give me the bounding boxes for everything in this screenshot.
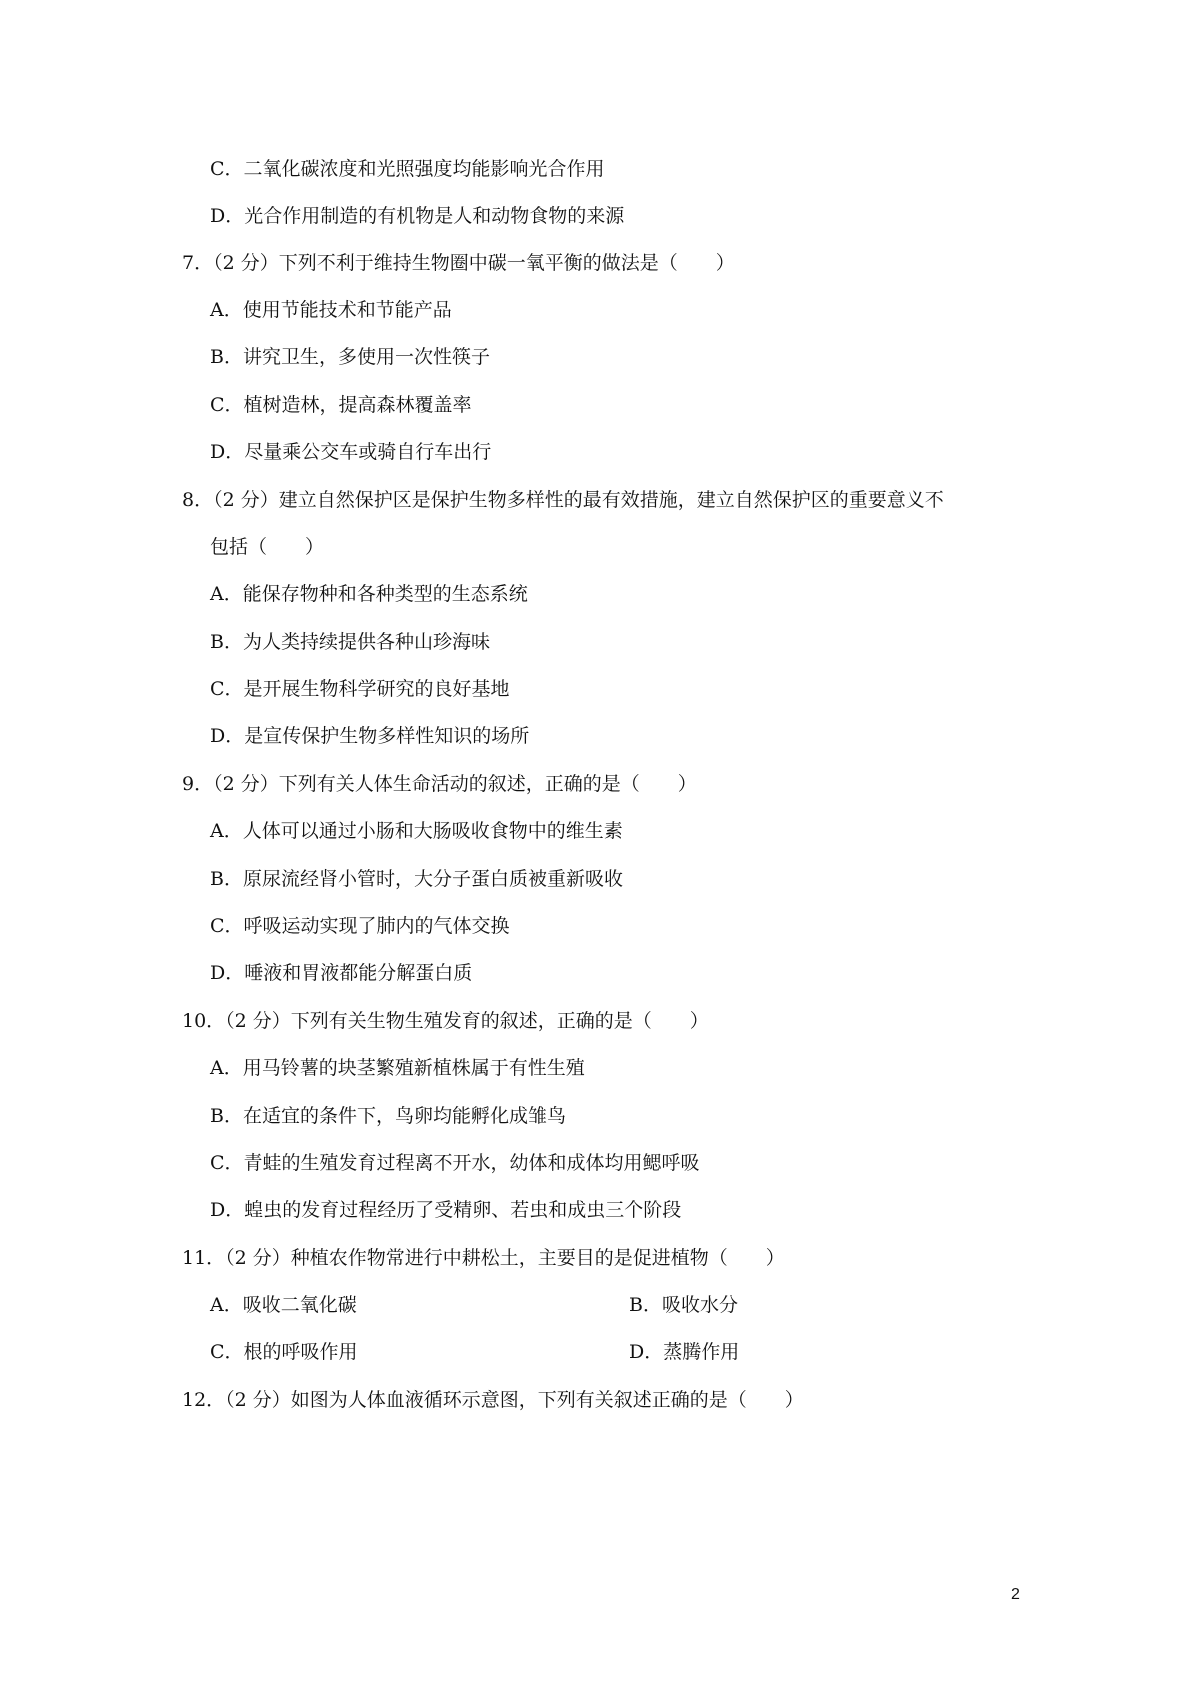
- question-7-stem: 7．（2 分）下列不利于维持生物圈中碳一氧平衡的做法是（ ）: [182, 252, 735, 274]
- q7-option-a: A．使用节能技术和节能产品: [210, 299, 452, 321]
- page-number: 2: [1011, 1586, 1020, 1603]
- q9-option-a: A．人体可以通过小肠和大肠吸收食物中的维生素: [210, 820, 623, 842]
- q11-option-b: B．吸收水分: [629, 1294, 738, 1316]
- q6-option-c: C．二氧化碳浓度和光照强度均能影响光合作用: [210, 158, 605, 180]
- question-10-stem: 10．（2 分）下列有关生物生殖发育的叙述，正确的是（ ）: [182, 1010, 709, 1032]
- q7-option-b: B．讲究卫生，多使用一次性筷子: [210, 346, 490, 368]
- q11-option-c: C．根的呼吸作用: [210, 1341, 358, 1363]
- question-12-stem: 12．（2 分）如图为人体血液循环示意图，下列有关叙述正确的是（ ）: [182, 1389, 804, 1411]
- question-9-stem: 9．（2 分）下列有关人体生命活动的叙述，正确的是（ ）: [182, 773, 697, 795]
- q11-option-d: D．蒸腾作用: [629, 1341, 740, 1363]
- q7-option-c: C．植树造林，提高森林覆盖率: [210, 394, 472, 416]
- q8-option-c: C．是开展生物科学研究的良好基地: [210, 678, 510, 700]
- question-11-stem: 11．（2 分）种植农作物常进行中耕松土，主要目的是促进植物（ ）: [182, 1247, 785, 1269]
- q9-option-c: C．呼吸运动实现了肺内的气体交换: [210, 915, 510, 937]
- q7-option-d: D．尽量乘公交车或骑自行车出行: [210, 441, 492, 463]
- q11-option-a: A．吸收二氧化碳: [210, 1294, 357, 1316]
- q6-option-d: D．光合作用制造的有机物是人和动物食物的来源: [210, 205, 625, 227]
- question-8-stem-continuation: 包括（ ）: [210, 536, 325, 558]
- q8-option-d: D．是宣传保护生物多样性知识的场所: [210, 725, 530, 747]
- q9-option-b: B．原尿流经肾小管时，大分子蛋白质被重新吸收: [210, 868, 623, 890]
- q10-option-c: C．青蛙的生殖发育过程离不开水，幼体和成体均用鳃呼吸: [210, 1152, 700, 1174]
- q10-option-a: A．用马铃薯的块茎繁殖新植株属于有性生殖: [210, 1057, 585, 1079]
- q8-option-a: A．能保存物种和各种类型的生态系统: [210, 583, 528, 605]
- q8-option-b: B．为人类持续提供各种山珍海味: [210, 631, 490, 653]
- q10-option-b: B．在适宜的条件下，鸟卵均能孵化成雏鸟: [210, 1105, 566, 1127]
- q9-option-d: D．唾液和胃液都能分解蛋白质: [210, 962, 473, 984]
- question-8-stem: 8．（2 分）建立自然保护区是保护生物多样性的最有效措施，建立自然保护区的重要意义不: [182, 489, 944, 511]
- q10-option-d: D．蝗虫的发育过程经历了受精卵、若虫和成虫三个阶段: [210, 1199, 682, 1221]
